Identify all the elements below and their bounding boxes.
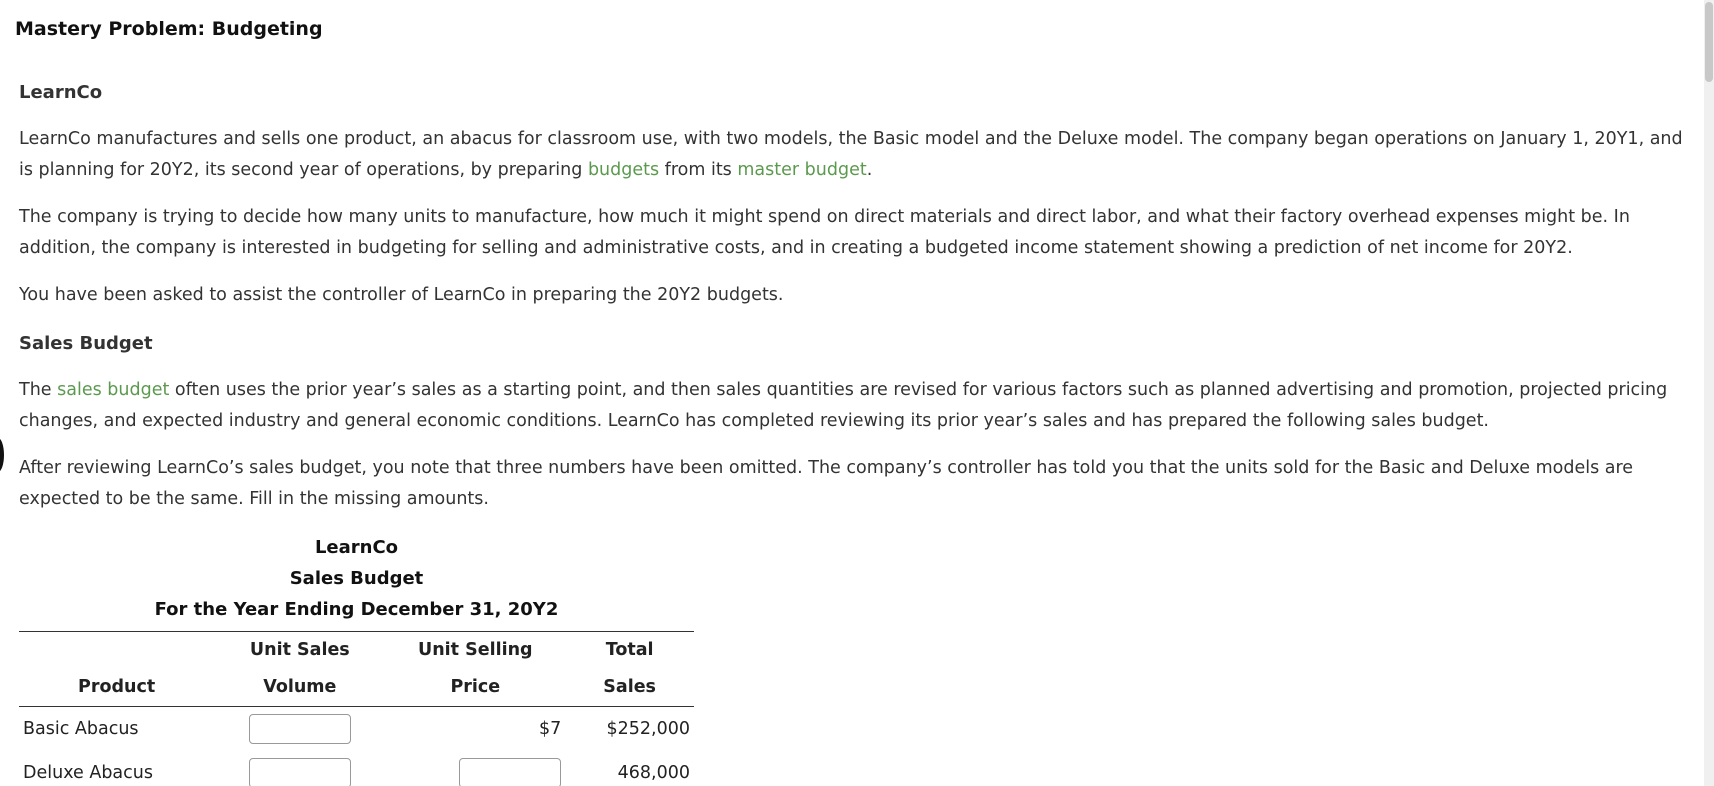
header-volume-line2: Volume — [214, 669, 385, 707]
header-row-2 — [19, 669, 694, 707]
sales-paragraph-2: After reviewing LearnCo’s sales budget, you note that three numbers have been omitted. The company’s controller has told you that the units sold for the Basic and Deluxe models are expected to be the same. Fill in the missing amounts. — [19, 458, 1634, 509]
master-budget-link[interactable]: master budget — [737, 160, 867, 180]
sales-text-b: often uses the prior year’s sales as a starting point, and then sales quantities are revised for various factors such as planned advertising and promotion, projected pricing changes, and expected industry and general economic conditions. LearnCo has completed reviewing its prior year’s sales and has prepared the following sales budget. — [19, 380, 1668, 431]
header-total-line1: Total — [565, 632, 694, 670]
page-title: Mastery Problem: Budgeting — [15, 18, 323, 40]
intro-paragraph-1 — [19, 124, 1689, 186]
sales-text-a: The — [19, 380, 58, 400]
deluxe-price-cell — [385, 751, 565, 786]
scrollbar-thumb[interactable] — [1705, 2, 1713, 82]
basic-total: $252,000 — [606, 719, 690, 739]
left-edge-indicator — [0, 438, 4, 472]
intro-text-c: . — [866, 160, 873, 180]
header-product: Product — [19, 669, 214, 707]
sales-paragraph-1 — [19, 375, 1689, 437]
deluxe-total: 468,000 — [617, 763, 690, 783]
problem-content — [19, 76, 1689, 531]
header-product-spacer — [19, 632, 214, 670]
table-row-basic — [19, 707, 694, 752]
basic-volume-input[interactable] — [249, 714, 351, 744]
table-title-period: For the Year Ending December 31, 20Y2 — [154, 599, 559, 620]
header-total-line2: Sales — [565, 669, 694, 707]
budgets-link[interactable]: budgets — [587, 160, 660, 180]
header-price-line1: Unit Selling — [385, 632, 565, 670]
sales-budget-link[interactable]: sales budget — [57, 380, 170, 400]
table-title-company: LearnCo — [314, 537, 399, 558]
basic-product-name: Basic Abacus — [23, 719, 139, 739]
table-title-budget: Sales Budget — [289, 568, 424, 589]
header-row-1 — [19, 632, 694, 670]
learnco-heading: LearnCo — [19, 82, 103, 103]
deluxe-product-name: Deluxe Abacus — [23, 763, 153, 783]
intro-text-b: from its — [659, 160, 738, 180]
table-row-deluxe — [19, 751, 694, 786]
header-volume-line1: Unit Sales — [214, 632, 385, 670]
intro-paragraph-2: The company is trying to decide how many units to manufacture, how much it might spend on direct materials and direct labor, and what their factory overhead expenses might be. In addition, the company is interested in budgeting for selling and administrative costs, and in creating a budgeted income statement showing a prediction of net income for 20Y2. — [19, 207, 1630, 258]
deluxe-volume-input[interactable] — [249, 758, 351, 786]
basic-price: $7 — [538, 719, 562, 739]
header-price-line2: Price — [385, 669, 565, 707]
sales-budget-table-block — [19, 532, 694, 786]
intro-paragraph-3: You have been asked to assist the controller of LearnCo in preparing the 20Y2 budgets. — [19, 285, 784, 305]
vertical-scrollbar[interactable] — [1704, 0, 1714, 786]
sales-budget-heading: Sales Budget — [19, 333, 153, 354]
intro-text-a: LearnCo manufactures and sells one product, an abacus for classroom use, with two models, the Basic model and the Deluxe model. The company began operations on January 1, 20Y1, and is planning for 20Y2, its second year of operations, by preparing — [19, 129, 1683, 180]
deluxe-volume-cell — [214, 751, 385, 786]
deluxe-price-input[interactable] — [459, 758, 561, 786]
sales-budget-table — [19, 631, 694, 786]
basic-volume-cell — [214, 707, 385, 752]
